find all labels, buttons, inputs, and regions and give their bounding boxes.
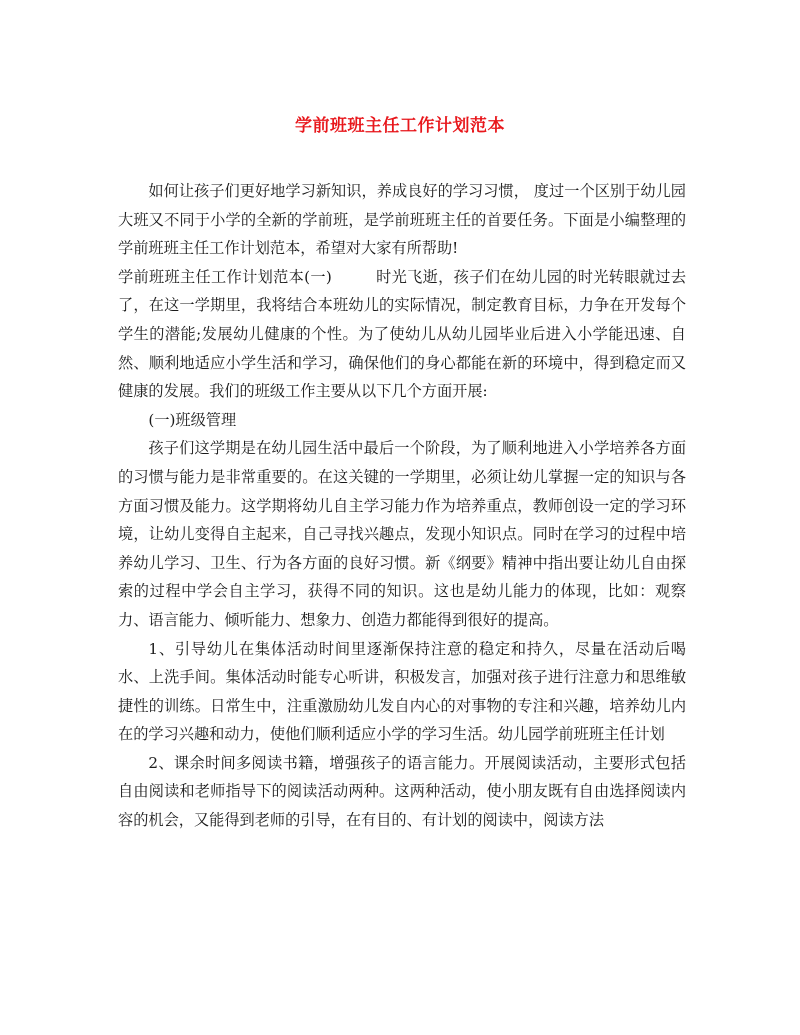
item-one-paragraph: 1、引导幼儿在集体活动时间里逐渐保持注意的稳定和持久，尽量在活动后喝水、上洗手间。集体活动时能专心听讲，积极发言，加强对孩子进行注意力和思维敏捷性的训练。日常生中，注重激励幼儿发自内心的对事物的专注和兴趣，培养幼儿内在的学习兴趣和动力，使他们顺利适应小学的学习生活。幼儿园学前班班主任计划 — [118, 639, 686, 744]
document-title: 学前班班主任工作计划范本 — [295, 116, 505, 136]
item-two-paragraph: 2、课余时间多阅读书籍，增强孩子的语言能力。开展阅读活动，主要形式包括自由阅读和老师指导下的阅读活动两种。这两种活动，使小朋友既有自由选择阅读内容的机会，又能得到老师的引导，在有目的、有计划的阅读中，阅读方法 — [118, 753, 686, 830]
section-one-paragraph — [118, 263, 686, 406]
subheading-class-management: (一)班级管理 — [148, 410, 237, 429]
class-management-paragraph: 孩子们这学期是在幼儿园生活中最后一个阶段，为了顺利地进入小学培养各方面的习惯与能力是非常重要的。在这关键的一学期里，必须让幼儿掌握一定的知识与各方面习惯及能力。这学期将幼儿自主学习能力作为培养重点，教师创设一定的学习环境，让幼儿变得自主起来，自己寻找兴趣点，发现小知识点。同时在学习的过程中培养幼儿学习、卫生、行为各方面的良好习惯。新《纲要》精神中指出要让幼儿自由探索的过程中学会自主学习，获得不同的知识。这也是幼儿能力的体现，比如：观察力、语言能力、倾听能力、想象力、创造力都能得到很好的提高。 — [118, 439, 686, 629]
document-body — [118, 177, 686, 835]
section-one-text: 时光飞逝，孩子们在幼儿园的时光转眼就过去了，在这一学期里，我将结合本班幼儿的实际情况，制定教育目标，力争在开发每个学生的潜能;发展幼儿健康的个性。为了使幼儿从幼儿园毕业后进入小学能迅速、自然、顺利地适应小学生活和学习，确保他们的身心都能在新的环境中，得到稳定而又健康的发展。我们的班级工作主要从以下几个方面开展: — [118, 267, 687, 401]
intro-paragraph: 如何让孩子们更好地学习新知识，养成良好的学习习惯， 度过一个区别于幼儿园大班又不同于小学的全新的学前班，是学前班班主任的首要任务。下面是小编整理的学前班班主任工作计划范本，希望对大家有所帮助! — [118, 182, 686, 258]
section-one-heading: 学前班班主任工作计划范本(一) — [118, 267, 332, 286]
